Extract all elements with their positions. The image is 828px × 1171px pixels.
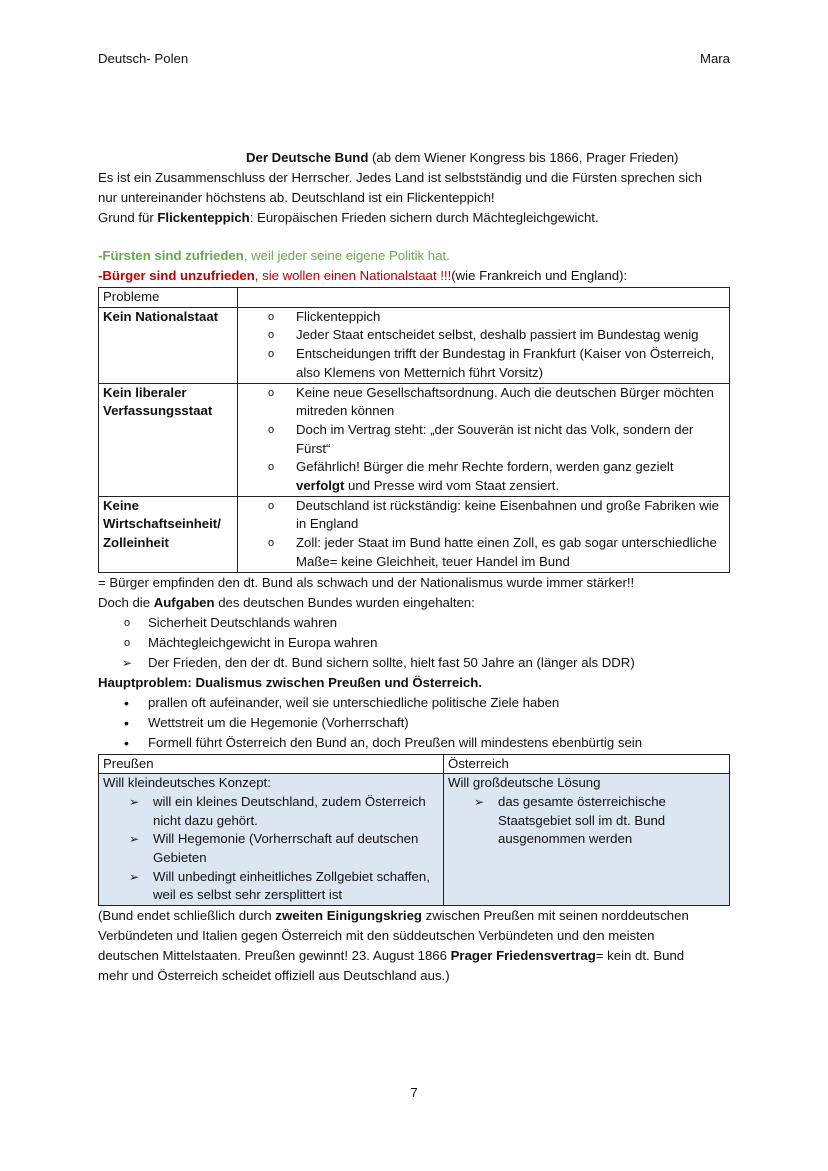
fuersten-line — [98, 246, 730, 266]
header-preussen: Preußen — [99, 754, 444, 774]
closing-line-3: deutschen Mittelstaaten. Preußen gewinnt! 23. August 1866 Prager Friedensvertrag= kein dt. Bund — [98, 948, 685, 964]
list-item: ➢ Der Frieden, den der dt. Bund sichern sollte, hielt fast 50 Jahre an (länger als DDR) — [98, 653, 730, 673]
circle-bullet-icon: o — [268, 423, 275, 436]
buerger-line — [98, 266, 730, 286]
closing-line-1: (Bund endet schließlich durch zweiten Einigungskrieg zwischen Preußen mit seinen norddeutschen — [98, 908, 689, 924]
dot-bullet-icon: • — [124, 734, 129, 751]
dot-bullet-icon: • — [124, 694, 129, 711]
row-label: Kein liberaler Verfassungsstaat — [99, 383, 238, 496]
after-table-line-2: Doch die Aufgaben des deutschen Bundes wurden eingehalten: — [98, 594, 475, 610]
list-item: o Sicherheit Deutschlands wahren — [98, 613, 730, 633]
circle-bullet-icon: o — [124, 616, 131, 629]
list-item: • Wettstreit um die Hegemonie (Vorherrschaft) — [124, 714, 409, 731]
circle-bullet-icon: o — [268, 386, 275, 399]
aufgaben-list — [98, 613, 730, 673]
problems-header: Probleme — [99, 288, 238, 308]
arrow-bullet-icon: ➢ — [122, 655, 133, 670]
circle-bullet-icon: o — [268, 537, 275, 550]
intro-line-3-bold: Flickenteppich — [157, 210, 250, 225]
list-item: o Deutschland ist rückständig: keine Eisenbahnen und große Fabriken wie in England — [268, 497, 719, 532]
list-item: ➢ Will Hegemonie (Vorherrschaft auf deutschen Gebieten — [129, 831, 419, 866]
fuersten-rest: , weil jeder seine eigene Politik hat. — [243, 248, 450, 263]
header-oesterreich: Österreich — [444, 754, 730, 774]
list-item: ➢ will ein kleines Deutschland, zudem Österreich nicht dazu gehört. — [129, 793, 426, 828]
intro-line-2: nur untereinander höchstens ab. Deutschland ist ein Flickenteppich! — [98, 190, 495, 205]
list-item: • prallen oft aufeinander, weil sie unterschiedliche politische Ziele haben — [124, 694, 560, 711]
comparison-table — [98, 754, 730, 907]
header-right: Mara — [699, 51, 730, 66]
list-item: • Formell führt Österreich den Bund an, doch Preußen will mindestens ebenbürtig sein — [124, 734, 643, 751]
intro-line-1: Es ist ein Zusammenschluss der Herrscher. Jedes Land ist selbstständig und die Fürsten sprechen sich — [98, 170, 702, 185]
header-left: Deutsch- Polen — [98, 51, 189, 66]
list-item: o Keine neue Gesellschaftsordnung. Auch die deutschen Bürger möchten mitreden können — [268, 384, 714, 419]
intro-line-3-post: : Europäischen Frieden sichern durch Mächtegleichgewicht. — [249, 210, 599, 225]
dot-bullet-icon: • — [124, 714, 129, 731]
preussen-intro: Will kleindeutsches Konzept: — [103, 775, 271, 791]
list-item: o Doch im Vertrag steht: „der Souverän ist nicht das Volk, sondern der Fürst“ — [268, 421, 694, 456]
oesterreich-cell — [444, 774, 730, 906]
list-item: o Flickenteppich — [242, 308, 725, 327]
circle-bullet-icon: o — [268, 310, 275, 323]
arrow-bullet-icon: ➢ — [129, 869, 140, 884]
table-row — [99, 774, 730, 906]
fuersten-bold: -Fürsten sind zufrieden — [98, 248, 244, 263]
circle-bullet-icon: o — [268, 499, 275, 512]
circle-bullet-icon: o — [268, 348, 275, 361]
buerger-black-rest: (wie Frankreich und England): — [451, 268, 628, 283]
row-label: Kein Nationalstaat — [99, 307, 238, 383]
arrow-bullet-icon: ➢ — [129, 832, 140, 847]
row-items — [238, 307, 730, 383]
main-content — [98, 148, 730, 986]
row-label: Keine Wirtschaftseinheit/ Zolleinheit — [99, 496, 238, 572]
table-row — [99, 754, 730, 774]
arrow-bullet-icon: ➢ — [129, 794, 140, 809]
list-item: o Zoll: jeder Staat im Bund hatte einen Zoll, es gab sogar unterschiedliche Maße= keine Gleichheit, teuer Handel im Bund — [268, 535, 717, 569]
list-item: o Mächtegleichgewicht in Europa wahren — [98, 633, 730, 653]
after-table-line-1: = Bürger empfinden den dt. Bund als schwach und der Nationalismus wurde immer stärker!! — [98, 574, 635, 590]
buerger-red-rest: , sie wollen einen Nationalstaat !!! — [254, 268, 452, 283]
problems-header-empty — [238, 288, 730, 308]
table-row — [99, 307, 730, 383]
preussen-cell — [99, 774, 444, 906]
problems-table — [98, 287, 730, 573]
list-item: ➢ Will unbedingt einheitliches Zollgebiet schaffen, weil es selbst sehr zersplittert ist — [129, 868, 430, 903]
oesterreich-intro: Will großdeutsche Lösung — [448, 775, 601, 791]
table-row — [99, 288, 730, 308]
intro-line-3-pre: Grund für — [98, 210, 158, 225]
row-items — [238, 496, 730, 572]
circle-bullet-icon: o — [268, 461, 275, 474]
closing-line-2: Verbündeten und Italien gegen Österreich mit den süddeutschen Verbündeten und den meisten — [98, 928, 655, 944]
title-rest: (ab dem Wiener Kongress bis 1866, Prager Frieden) — [368, 150, 679, 165]
arrow-bullet-icon: ➢ — [474, 794, 485, 809]
hauptproblem-heading: Hauptproblem: Dualismus zwischen Preußen und Österreich. — [98, 674, 482, 690]
circle-bullet-icon: o — [124, 636, 131, 649]
closing-line-4: mehr und Österreich scheidet offiziell aus Deutschland aus.) — [98, 968, 450, 984]
title-bold: Der Deutsche Bund — [246, 150, 369, 165]
table-row — [99, 496, 730, 572]
list-item: o Jeder Staat entscheidet selbst, deshalb passiert im Bundestag wenig — [242, 326, 725, 345]
page-number: 7 — [410, 1085, 418, 1100]
list-item: o Gefährlich! Bürger die mehr Rechte fordern, werden ganz gezielt verfolgt und Presse wird vom Staat zensiert. — [268, 459, 674, 494]
dualismus-list — [98, 693, 730, 753]
list-item: o Entscheidungen trifft der Bundestag in Frankfurt (Kaiser von Österreich, also Klemens von Metternich führt Vorsitz) — [268, 346, 715, 380]
list-item: ➢ das gesamte österreichische Staatsgebiet soll im dt. Bund ausgenommen werden — [474, 793, 666, 847]
circle-bullet-icon: o — [268, 329, 275, 342]
buerger-bold: -Bürger sind unzufrieden — [98, 268, 255, 283]
row-items — [238, 383, 730, 496]
page-title — [98, 148, 730, 168]
table-row — [99, 383, 730, 496]
intro-line-3 — [98, 208, 730, 228]
